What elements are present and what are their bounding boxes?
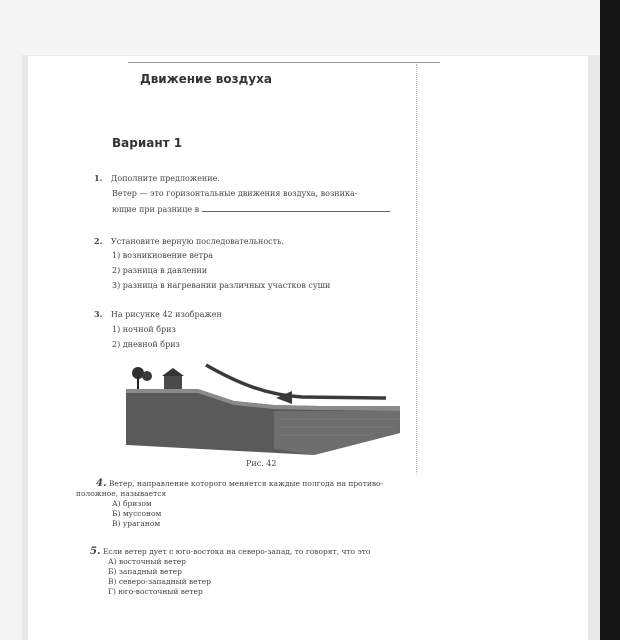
page-title: Движение воздуха [140, 72, 272, 86]
q2-item-3: 3) разница в нагревании различных участков суши [112, 281, 331, 290]
house-icon [164, 376, 182, 389]
q3-number: 3. [94, 309, 103, 319]
q3-prompt [94, 309, 222, 320]
q1-prompt [94, 173, 220, 184]
house-roof [162, 368, 184, 376]
q5-option-c[interactable]: В) северо-западный ветер [108, 577, 212, 586]
variant-heading: Вариант 1 [112, 136, 183, 150]
top-frame [22, 0, 600, 55]
q4-line2: положное, называется [76, 489, 167, 498]
q1-line2-text: ющие при разнице в [112, 205, 200, 214]
q4-block [76, 479, 421, 529]
q5-option-a[interactable]: А) восточный ветер [108, 557, 186, 566]
q1-answer-blank[interactable] [202, 204, 390, 212]
q5-option-d[interactable]: Г) юго-восточный ветер [108, 587, 203, 596]
q1-number: 1. [94, 173, 103, 183]
q3-item-2: 2) дневной бриз [112, 340, 180, 349]
sea-block [274, 411, 400, 455]
q5-line1-text: Если ветер дует с юго-востока на северо-запад, то говорят, что это [102, 547, 371, 556]
q5-number: 5. [90, 546, 101, 557]
wind-arrow-shaft [206, 365, 386, 398]
q4-option-b[interactable]: Б) муссоном [112, 509, 162, 518]
q4-line1 [76, 479, 421, 489]
q5-option-b[interactable]: Б) западный ветер [108, 567, 182, 576]
q2-item-1: 1) возникновение ветра [112, 251, 213, 260]
tree-icon [142, 371, 152, 381]
q4-option-a[interactable]: А) бризом [112, 499, 152, 508]
q2-number: 2. [94, 236, 103, 246]
breeze-illustration [124, 359, 400, 455]
q1-line1: Ветер — это горизонтальные движения воздуха, возника- [112, 189, 358, 198]
worksheet-page [28, 56, 588, 640]
left-frame [0, 0, 22, 640]
right-frame [600, 0, 620, 640]
q2-prompt [94, 236, 284, 247]
q3-prompt-text: На рисунке 42 изображен [110, 310, 222, 319]
q5-line1 [90, 547, 370, 557]
top-rule [128, 62, 440, 63]
figure-caption: Рис. 42 [246, 459, 277, 468]
q5-block [90, 547, 370, 597]
q4-option-c[interactable]: В) ураганом [112, 519, 161, 528]
q2-prompt-text: Установите верную последовательность. [110, 237, 284, 246]
q4-number: 4. [96, 478, 107, 489]
q4-line1-text: Ветер, направление которого меняется каждые полгода на противо- [108, 479, 384, 488]
q1-line2 [112, 204, 390, 215]
q2-item-2: 2) разница в давлении [112, 266, 208, 275]
right-rule [416, 64, 417, 474]
q1-prompt-text: Дополните предложение. [110, 174, 220, 183]
tree-trunk [137, 377, 139, 389]
q3-item-1: 1) ночной бриз [112, 325, 176, 334]
